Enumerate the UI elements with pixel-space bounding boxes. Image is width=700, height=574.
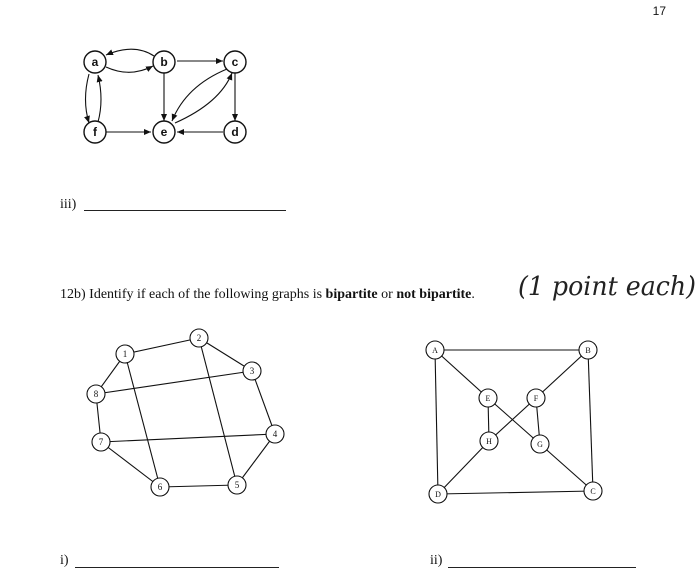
node-label-4: 4 — [272, 429, 278, 439]
node-label-6: 6 — [157, 482, 163, 492]
answer-iii-blank[interactable] — [84, 210, 286, 211]
node-label-8: 8 — [93, 389, 99, 399]
edge-2-5 — [199, 338, 237, 485]
graph-i — [80, 325, 290, 500]
edge-D-H — [438, 441, 489, 494]
edge-3-4 — [252, 371, 275, 434]
edge-B-C — [588, 350, 593, 491]
handwritten-note — [516, 266, 700, 306]
node-label-1: 1 — [122, 349, 128, 359]
node-label-D: D — [435, 490, 441, 499]
node-label-f: f — [93, 125, 97, 139]
answer-i-label: i) — [60, 553, 69, 568]
edge-1-2 — [125, 338, 199, 354]
edge-a-f — [86, 74, 90, 123]
edge-7-4 — [101, 434, 275, 442]
node-label-b: b — [160, 55, 168, 69]
edge-6-7 — [101, 442, 160, 487]
edge-a-b — [106, 66, 153, 72]
handwritten-note-text: (1 point each) — [518, 272, 696, 302]
node-label-d: d — [231, 125, 239, 139]
node-label-7: 7 — [98, 437, 104, 447]
page-number: 17 — [652, 4, 666, 18]
question-prefix: 12b) Identify if each of the following graphs is — [60, 287, 326, 302]
question-middle: or — [377, 287, 397, 302]
edge-c-e — [172, 69, 227, 121]
answer-i-blank[interactable] — [75, 567, 279, 568]
edge-8-3 — [96, 371, 252, 394]
answer-iii-label: iii) — [60, 197, 77, 212]
edge-b-a — [106, 49, 154, 56]
node-label-H: H — [486, 437, 492, 446]
node-label-3: 3 — [249, 366, 255, 376]
edge-5-6 — [160, 485, 237, 487]
node-label-B: B — [585, 346, 591, 355]
edge-A-E — [435, 350, 488, 398]
node-label-F: F — [533, 394, 539, 403]
edge-C-G — [540, 444, 593, 491]
edge-B-F — [536, 350, 588, 398]
question-text — [60, 287, 475, 303]
node-label-2: 2 — [196, 333, 202, 343]
question-bold-bipartite: bipartite — [325, 287, 378, 302]
edge-f-a — [98, 75, 101, 122]
node-label-A: A — [432, 346, 438, 355]
node-label-E: E — [485, 394, 491, 403]
directed-graph — [60, 38, 270, 158]
edge-e-c — [175, 73, 232, 123]
node-label-c: c — [231, 55, 239, 69]
edge-1-6 — [125, 354, 160, 487]
answer-ii-blank[interactable] — [448, 567, 636, 568]
node-label-G: G — [537, 440, 543, 449]
edge-C-D — [438, 491, 593, 494]
question-suffix: . — [471, 287, 475, 302]
node-label-a: a — [91, 55, 99, 69]
node-label-C: C — [590, 487, 596, 496]
graph-ii — [420, 335, 610, 510]
edge-D-A — [435, 350, 438, 494]
question-bold-not-bipartite: not bipartite — [396, 287, 472, 302]
node-label-5: 5 — [234, 480, 240, 490]
answer-ii-label: ii) — [430, 553, 443, 568]
node-label-e: e — [160, 125, 168, 139]
